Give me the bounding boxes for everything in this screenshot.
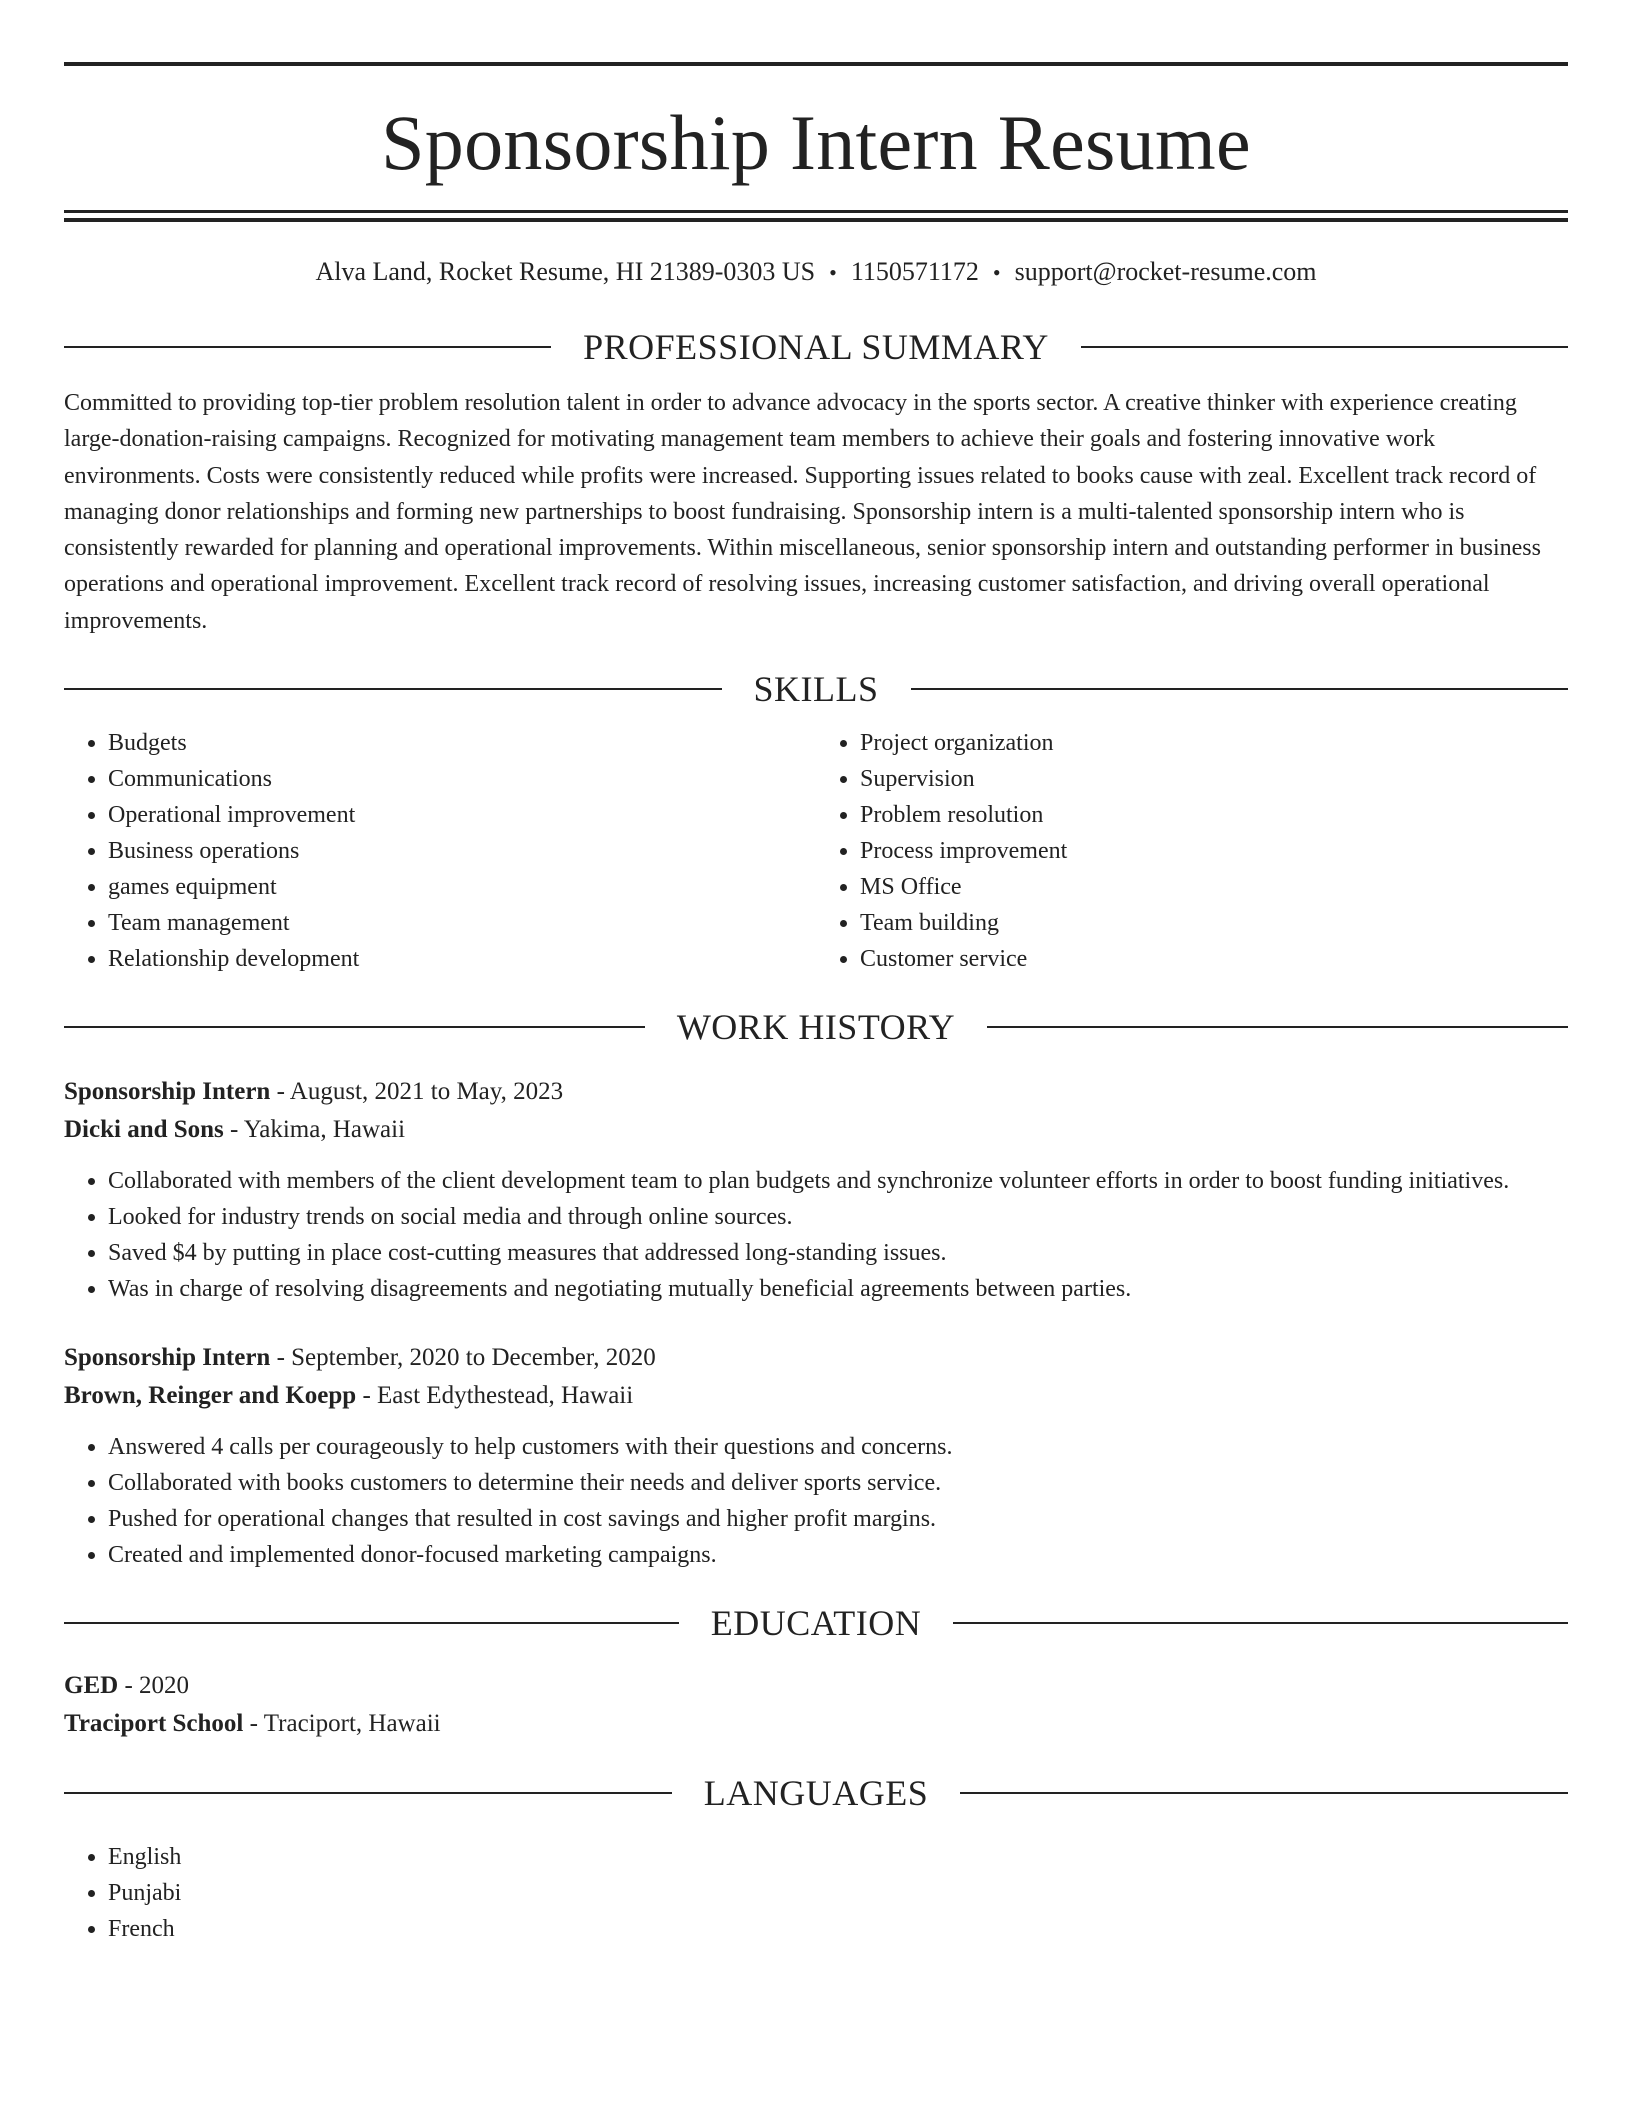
heading-rule — [1081, 346, 1568, 348]
heading-rule — [64, 1622, 679, 1624]
job-bullet: • Looked for industry trends on social media and through online sources. — [108, 1199, 1568, 1235]
heading-rule — [987, 1026, 1568, 1028]
skill-item: • Team management — [108, 905, 816, 941]
job-title: Sponsorship Intern — [64, 1344, 271, 1372]
heading-rule — [64, 1792, 672, 1794]
contact-phone: 1150571172 — [850, 257, 979, 286]
contact-line — [64, 256, 1568, 289]
job-entry — [64, 1073, 1568, 1307]
job-bullet: • Answered 4 calls per courageously to help customers with their questions and concerns. — [108, 1429, 1568, 1465]
skills-column-left — [64, 725, 816, 977]
heading-rule — [960, 1792, 1568, 1794]
skill-item: • MS Office — [860, 869, 1568, 905]
job-company: Dicki and Sons — [64, 1116, 224, 1144]
job-bullets — [64, 1429, 1568, 1573]
skill-item: • Budgets — [108, 725, 816, 761]
education-degree-line — [64, 1667, 1568, 1705]
section-heading-summary — [64, 327, 1568, 367]
skill-item: • Relationship development — [108, 941, 816, 977]
skills-column-right — [816, 725, 1568, 977]
job-entry — [64, 1339, 1568, 1573]
skill-item: • Team building — [860, 905, 1568, 941]
languages-list — [64, 1839, 1568, 1947]
page-title: Sponsorship Intern Resume — [381, 99, 1251, 186]
section-heading-skills — [64, 669, 1568, 709]
resume-page — [64, 62, 1568, 1947]
skill-item: • Problem resolution — [860, 797, 1568, 833]
heading-rule — [64, 1026, 645, 1028]
education-year: - 2020 — [118, 1672, 190, 1700]
education-entry — [64, 1667, 1568, 1743]
language-item: • Punjabi — [108, 1875, 1568, 1911]
skill-item: • Operational improvement — [108, 797, 816, 833]
section-title: PROFESSIONAL SUMMARY — [583, 327, 1049, 367]
summary-paragraph: Committed to providing top-tier problem resolution talent in order to advance advocacy in the sports sector. A creative thinker with experience creating large-donation-raising campaigns. Recognized for motivating management team members to achieve their goals and fostering innovative work environments. Costs were consistently reduced while profits were increased. Supporting issues related to books cause with zeal. Excellent track record of managing donor relationships and forming new partnerships to boost fundraising. Sponsorship intern is a multi-talented sponsorship intern who is consistently rewarded for planning and operational improvements. Within miscellaneous, senior sponsorship intern and outstanding performer in business operations and operational improvement. Excellent track record of resolving issues, increasing customer satisfaction, and driving overall operational improvements. — [64, 390, 1541, 634]
contact-address: Alva Land, Rocket Resume, HI 21389-0303 US — [315, 257, 816, 286]
heading-rule — [64, 346, 551, 348]
contact-separator: • — [992, 260, 1001, 285]
job-company-line — [64, 1377, 1568, 1415]
skill-item: • games equipment — [108, 869, 816, 905]
skill-item: • Customer service — [860, 941, 1568, 977]
job-title: Sponsorship Intern — [64, 1078, 271, 1106]
education-school: Traciport School — [64, 1710, 244, 1738]
section-heading-languages — [64, 1773, 1568, 1813]
education-school-line — [64, 1705, 1568, 1743]
heading-rule — [64, 688, 722, 690]
job-bullet: • Collaborated with members of the client development team to plan budgets and synchronize volunteer efforts in order to boost funding initiatives. — [108, 1163, 1568, 1199]
job-location: - East Edythestead, Hawaii — [356, 1382, 634, 1410]
job-bullet: • Was in charge of resolving disagreements and negotiating mutually beneficial agreements between parties. — [108, 1271, 1568, 1307]
section-heading-education — [64, 1603, 1568, 1643]
skill-item: • Communications — [108, 761, 816, 797]
job-location: - Yakima, Hawaii — [223, 1116, 406, 1144]
title-double-rule — [64, 210, 1568, 222]
language-item: • French — [108, 1911, 1568, 1947]
skill-item: • Process improvement — [860, 833, 1568, 869]
education-degree: GED — [64, 1672, 119, 1700]
skills-list — [64, 725, 1568, 977]
top-rule — [64, 62, 1568, 66]
contact-email: support@rocket-resume.com — [1014, 257, 1317, 286]
job-bullet: • Collaborated with books customers to determine their needs and deliver sports service. — [108, 1465, 1568, 1501]
languages-bullets — [64, 1839, 1568, 1947]
skill-item: • Business operations — [108, 833, 816, 869]
job-bullet: • Pushed for operational changes that resulted in cost savings and higher profit margins. — [108, 1501, 1568, 1537]
section-title: WORK HISTORY — [676, 1007, 956, 1048]
heading-rule — [911, 688, 1569, 690]
skill-item: • Supervision — [860, 761, 1568, 797]
job-company: Brown, Reinger and Koepp — [64, 1382, 357, 1410]
section-title: LANGUAGES — [703, 1773, 929, 1814]
contact-separator: • — [829, 260, 837, 285]
skill-item: • Project organization — [860, 725, 1568, 761]
job-dates: - September, 2020 to December, 2020 — [270, 1344, 656, 1372]
section-heading-work-history — [64, 1007, 1568, 1047]
job-company-line — [64, 1111, 1568, 1149]
section-title: SKILLS — [753, 669, 879, 710]
job-bullet: • Saved $4 by putting in place cost-cutting measures that addressed long-standing issues. — [108, 1235, 1568, 1271]
job-dates: - August, 2021 to May, 2023 — [270, 1078, 564, 1106]
education-location: - Traciport, Hawaii — [243, 1710, 441, 1738]
job-title-line — [64, 1073, 1568, 1111]
language-item: • English — [108, 1839, 1568, 1875]
section-title: EDUCATION — [710, 1603, 922, 1644]
job-bullet: • Created and implemented donor-focused marketing campaigns. — [108, 1537, 1568, 1573]
heading-rule — [953, 1622, 1568, 1624]
job-title-line — [64, 1339, 1568, 1377]
job-bullets — [64, 1163, 1568, 1307]
